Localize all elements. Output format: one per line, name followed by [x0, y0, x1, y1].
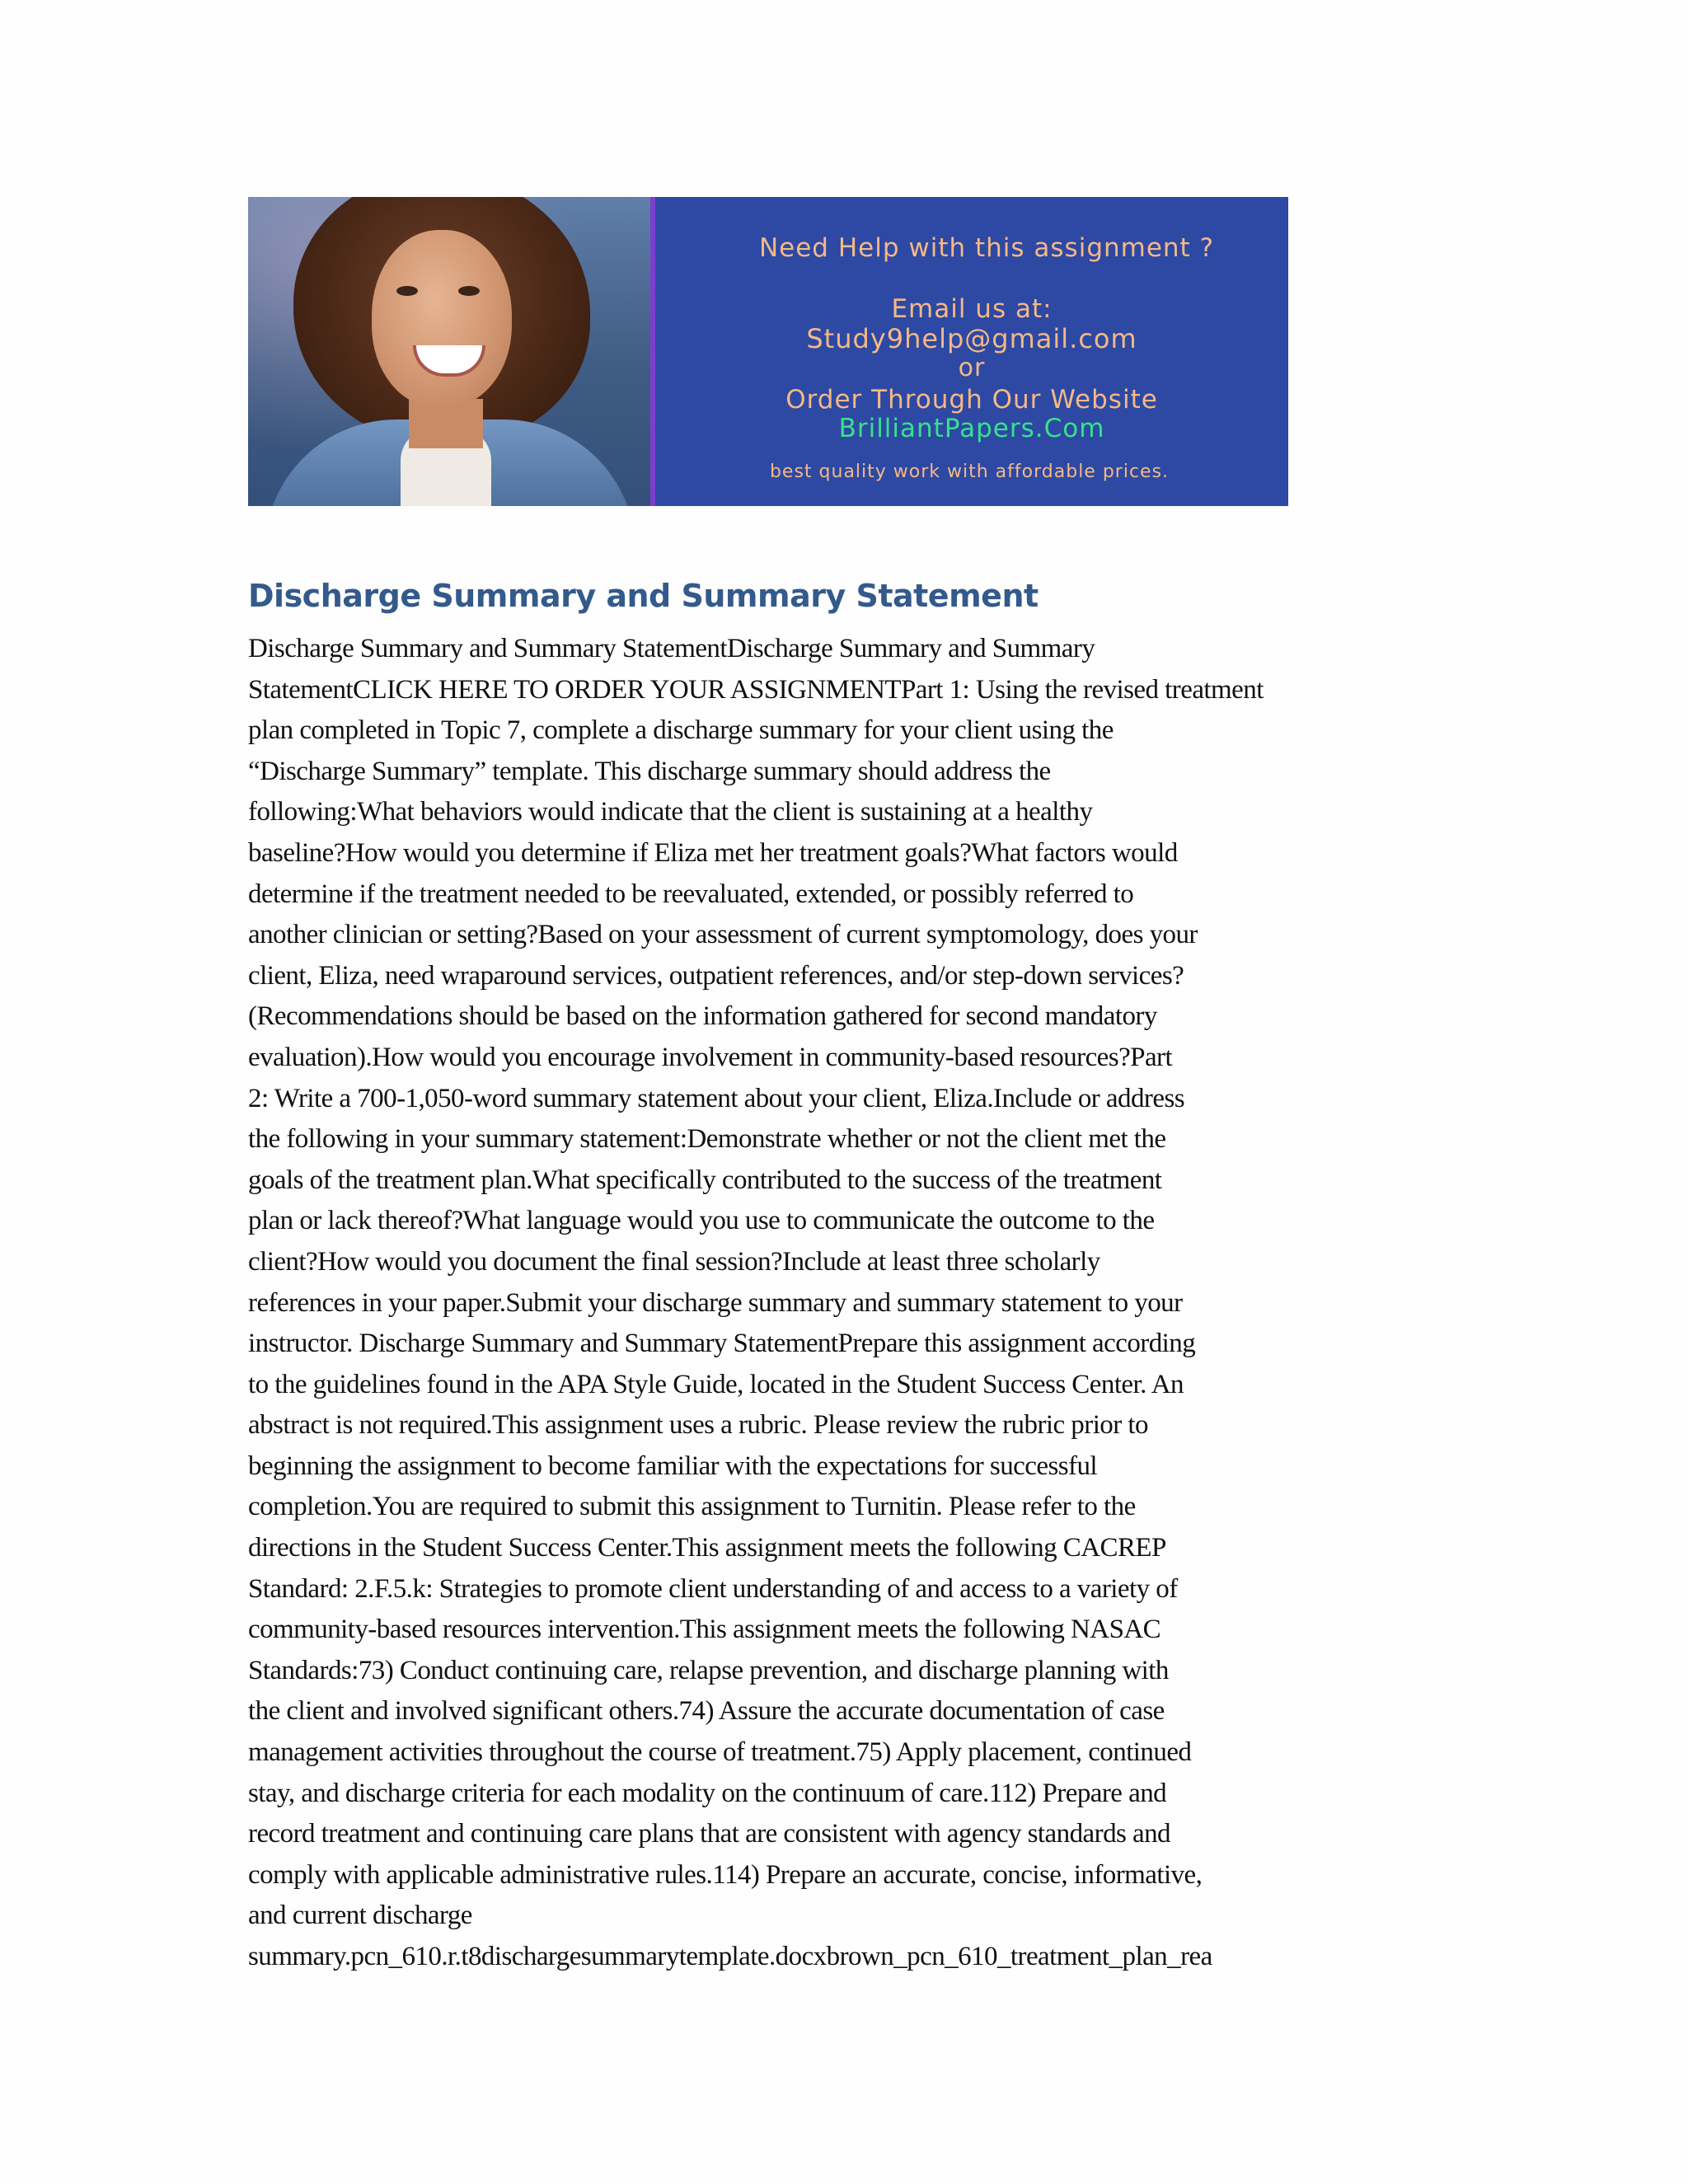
body-line: another clinician or setting?Based on your assessment of current symptomology, does your [248, 920, 1198, 950]
photo-eye-left [396, 286, 418, 296]
body-line: plan completed in Topic 7, complete a discharge summary for your client using the [248, 715, 1114, 746]
body-line: evaluation).How would you encourage involvement in community-based resources?Part [248, 1042, 1173, 1072]
document-heading: Discharge Summary and Summary Statement [248, 578, 1039, 614]
ad-order-text: Order Through Our Website [785, 385, 1158, 415]
body-line: plan or lack thereof?What language would you use to communicate the outcome to the [248, 1206, 1155, 1236]
body-line: StatementCLICK HERE TO ORDER YOUR ASSIGNMENTPart 1: Using the revised treatment [248, 674, 1264, 705]
ad-website-link[interactable]: BrilliantPapers.Com [838, 414, 1105, 443]
body-line: Discharge Summary and Summary StatementDischarge Summary and Summary [248, 634, 1095, 663]
body-line: community-based resources intervention.This assignment meets the following NASAC [248, 1615, 1161, 1645]
body-line: the following in your summary statement:Demonstrate whether or not the client met the [248, 1124, 1166, 1155]
body-line: goals of the treatment plan.What specifically contributed to the success of the treatment [248, 1165, 1162, 1195]
body-line: comply with applicable administrative rules.114) Prepare an accurate, concise, informative, [248, 1859, 1203, 1890]
body-line: the client and involved significant others.74) Assure the accurate documentation of case [248, 1696, 1165, 1727]
body-line: Standard: 2.F.5.k: Strategies to promote client understanding of and access to a variety of [248, 1573, 1178, 1604]
body-line: directions in the Student Success Center.This assignment meets the following CACREP [248, 1533, 1166, 1563]
body-line: baseline?How would you determine if Eliza met her treatment goals?What factors would [248, 837, 1178, 868]
ad-tagline: best quality work with affordable prices. [769, 462, 1170, 482]
body-line: instructor. Discharge Summary and Summary StatementPrepare this assignment according [248, 1329, 1196, 1359]
ad-or-text: or [958, 354, 986, 382]
body-line: stay, and discharge criteria for each modality on the continuum of care.112) Prepare and [248, 1778, 1167, 1808]
ad-email-label: Email us at: [891, 294, 1053, 324]
body-line: Standards:73) Conduct continuing care, relapse prevention, and discharge planning with [248, 1655, 1169, 1685]
body-line: client?How would you document the final session?Include at least three scholarly [248, 1246, 1100, 1277]
body-line: “Discharge Summary” template. This discharge summary should address the [248, 756, 1051, 786]
photo-eye-right [458, 286, 480, 296]
body-line: record treatment and continuing care plans that are consistent with agency standards and [248, 1819, 1171, 1849]
body-line: management activities throughout the course of treatment.75) Apply placement, continued [248, 1737, 1192, 1768]
woman-photo [248, 197, 650, 506]
body-line: 2: Write a 700-1,050-word summary statement about your client, Eliza.Include or address [248, 1083, 1185, 1113]
banner-ad-panel [655, 197, 1288, 506]
body-line: and current discharge [248, 1900, 472, 1931]
ad-email-link[interactable]: Study9help@gmail.com [806, 323, 1137, 354]
body-line: determine if the treatment needed to be reevaluated, extended, or possibly referred to [248, 879, 1134, 909]
advertisement-banner[interactable] [248, 197, 1288, 506]
body-line: references in your paper.Submit your discharge summary and summary statement to your [248, 1287, 1183, 1318]
body-line: summary.pcn_610.r.t8dischargesummarytemplate.docxbrown_pcn_610_treatment_plan_rea [248, 1942, 1212, 1971]
ad-help-text: Need Help with this assignment ? [758, 233, 1215, 263]
body-line: to the guidelines found in the APA Style Guide, located in the Student Success Center. An [248, 1369, 1184, 1399]
body-line: abstract is not required.This assignment uses a rubric. Please review the rubric prior to [248, 1410, 1148, 1441]
document-body [248, 629, 1451, 1978]
photo-face [372, 230, 512, 407]
body-line: following:What behaviors would indicate that the client is sustaining at a healthy [248, 797, 1093, 827]
body-line: client, Eliza, need wraparound services, outpatient references, and/or step-down services? [248, 960, 1184, 991]
body-line: completion.You are required to submit this assignment to Turnitin. Please refer to the [248, 1492, 1136, 1522]
body-line: beginning the assignment to become familiar with the expectations for successful [248, 1451, 1098, 1481]
body-line: (Recommendations should be based on the information gathered for second mandatory [248, 1001, 1157, 1032]
